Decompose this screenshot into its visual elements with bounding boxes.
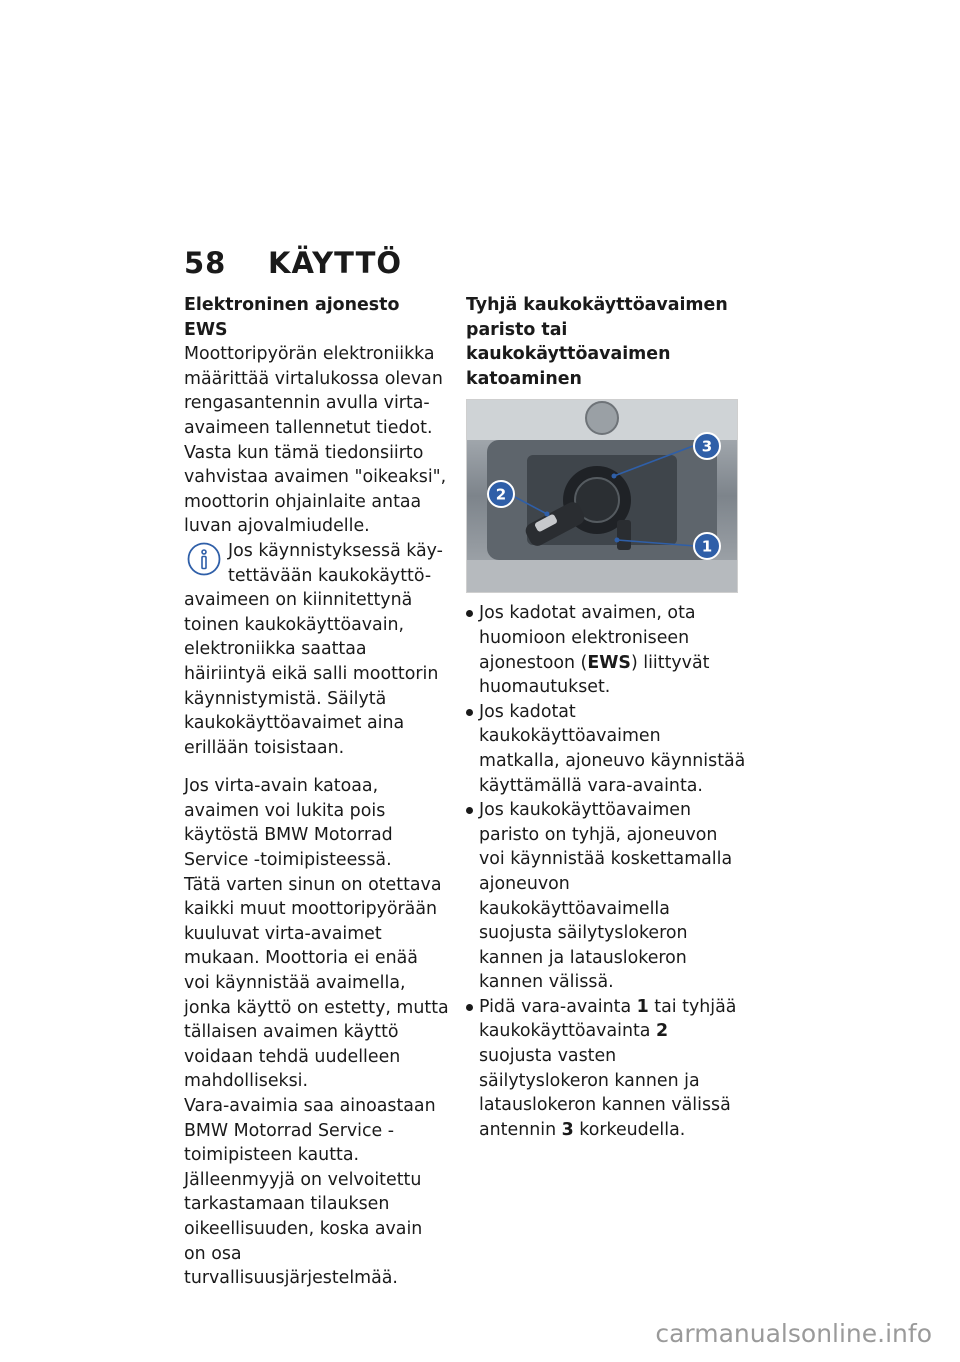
section-title: KÄYTTÖ [268,246,403,280]
other-keys-paragraph: Tätä varten sinun on otettava kaikki muut moottoripyörään kuuluvat virta-avaimet mukaan. Moottoria ei enää voi käynnistää avaimella, jonka käyttö on estetty, mutta tällaisen avaimen käyttö voidaan tehdä uudelleen mahdolliseksi. [184,874,449,1092]
svg-text:1: 1 [701,537,713,556]
svg-text:3: 3 [701,437,713,456]
info-icon [186,541,222,577]
spare-keys-paragraph: Vara-avaimia saa ainoastaan BMW Motorrad Service -toimipisteen kautta. Jälleenmyyjä on velvoitettu tarkastamaan tilauksen oikeellisuuden, koska avain on osa turvallisuusjärjestelmää. [184,1096,436,1289]
list-item: Jos kadotat kaukokäyttöavaimen matkalla, ajoneuvo käynnistää käyttämällä vara-avainta. [466,700,746,798]
info-note [184,539,449,760]
callout-2 [488,481,514,507]
bullet-icon [466,709,473,716]
bullet-icon [466,1004,473,1011]
left-column [184,293,449,1291]
ews-term: EWS [587,652,631,673]
bullet-icon [466,807,473,814]
note-line-1: Jos käynnistyksessä käy- [228,540,443,561]
list-item: Jos kaukokäyttöavaimen paristo on tyhjä, ajoneuvon voi käynnistää koskettamalla ajoneuvon kaukokäyttöavaimella suojusta säilytyslokeron kannen ja latauslokeron kannen välissä. [466,798,746,995]
right-column [466,293,746,1142]
watermark: carmanualsonline.info [655,1319,932,1348]
list-item: Jos kadotat avaimen, ota huomioon elektroniseen ajonestoon (EWS) liittyvät huomautukset. [466,601,746,699]
key-antenna-photo [466,399,738,593]
instruction-list [466,601,746,1142]
list-item: Pidä vara-avainta 1 tai tyhjää kaukokäyttöavainta 2 suojusta vasten säilytyslokeron kannen ja latauslokeron kannen välissä antennin 3 korkeudella. [466,995,746,1143]
battery-heading: Tyhjä kaukokäyttöavaimen paristo tai kaukokäyttöavaimen katoaminen [466,295,728,389]
callout-3 [694,433,720,459]
page-number: 58 [184,246,227,280]
page-header [184,246,402,280]
svg-text:2: 2 [495,485,507,504]
callout-1 [694,533,720,559]
note-body: avaimeen on kiinnitettynä toinen kaukokäyttöavain, elektroniikka saattaa häiriintyä eikä salli moottorin käynnistymistä. Säilytä kaukokäyttöavaimet aina erillään toisistaan. [184,590,439,758]
ews-heading: Elektroninen ajonesto EWS [184,295,400,340]
photo-illustration [467,400,737,592]
bullet-icon [466,610,473,617]
note-line-2: tettävään kaukokäyttö- [228,565,432,586]
ews-paragraph: Moottoripyörän elektroniikka määrittää virtalukossa olevan rengasantennin avulla virta-avaimeen tallennetut tiedot. Vasta kun tämä tiedonsiirto vahvistaa avaimen "oikeaksi", moottorin ohjainlaite antaa luvan ajovalmiudelle. [184,344,447,537]
lost-key-paragraph: Jos virta-avain katoaa, avaimen voi lukita pois käytöstä BMW Motorrad Service -toimipisteessä. [184,776,393,871]
